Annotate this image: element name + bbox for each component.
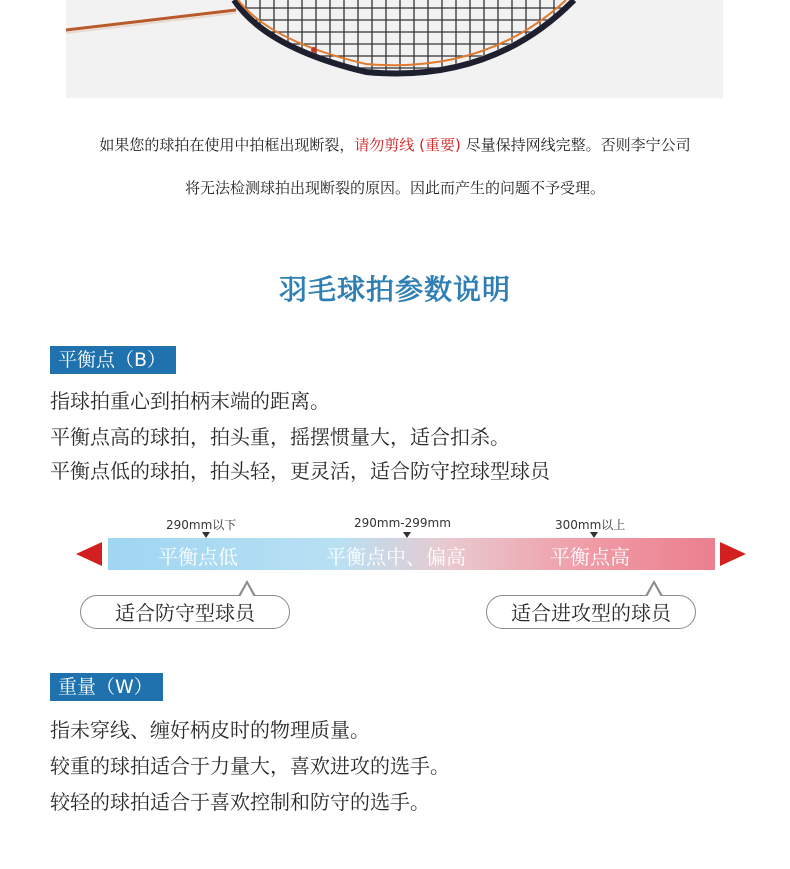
- weight-line: 较轻的球拍适合于喜欢控制和防守的选手。: [50, 790, 430, 814]
- range-mark-mid: 290mm-299mm: [354, 516, 451, 530]
- offensive-player-bubble: 适合进攻型的球员: [486, 595, 696, 629]
- segment-label-mid: 平衡点中、偏高: [326, 545, 466, 569]
- arrow-left-icon: [76, 542, 102, 566]
- bubble-pointer: [647, 584, 661, 597]
- segment-label-high: 平衡点高: [550, 545, 630, 569]
- weight-label: 重量（W）: [50, 673, 163, 701]
- notice-text: 尽量保持网线完整。否则李宁公司: [460, 136, 691, 154]
- weight-line: 指未穿线、缠好柄皮时的物理质量。: [50, 718, 370, 742]
- balance-line: 平衡点低的球拍，拍头轻，更灵活，适合防守控球型球员: [50, 459, 550, 483]
- balance-line: 指球拍重心到拍柄末端的距离。: [50, 389, 330, 413]
- segment-label-low: 平衡点低: [158, 545, 238, 569]
- balance-label: 平衡点（B）: [50, 346, 176, 374]
- racket-photo: [66, 0, 723, 98]
- arrow-right-icon: [720, 542, 746, 566]
- balance-line: 平衡点高的球拍，拍头重，摇摆惯量大，适合扣杀。: [50, 425, 510, 449]
- weight-line: 较重的球拍适合于力量大，喜欢进攻的选手。: [50, 754, 450, 778]
- defensive-player-bubble: 适合防守型球员: [80, 595, 290, 629]
- notice-text: 如果您的球拍在使用中拍框出现断裂，: [99, 136, 355, 154]
- racket-head-illustration: [66, 0, 723, 98]
- page-title: 羽毛球拍参数说明: [278, 273, 511, 306]
- range-mark-high: 300mm以上: [555, 518, 626, 532]
- notice-line-2: 将无法检测球拍出现断裂的原因。因此而产生的问题不予受理。: [184, 179, 605, 197]
- range-mark-low: 290mm以下: [166, 518, 237, 532]
- notice-line-1: [0, 134, 790, 155]
- notice-warning-text: 请勿剪线 (重要): [354, 136, 461, 154]
- bubble-pointer: [240, 584, 254, 597]
